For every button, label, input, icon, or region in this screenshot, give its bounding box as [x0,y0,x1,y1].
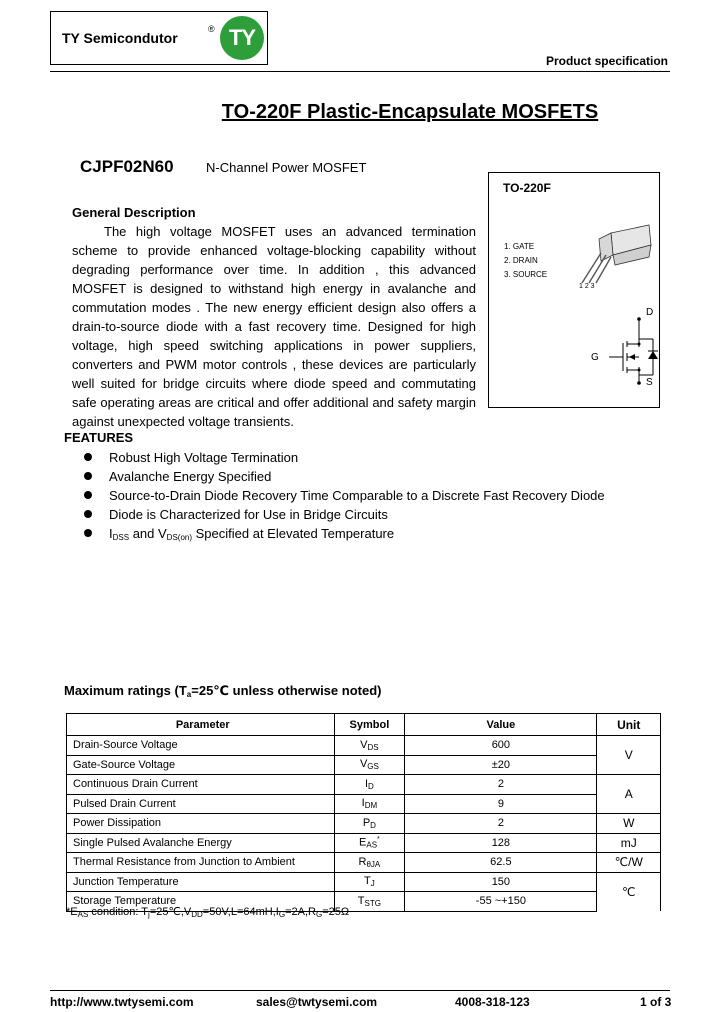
table-row: Continuous Drain Current $I_D$ 2 A [67,775,661,795]
bullet-icon [84,472,92,480]
part-subtitle: N-Channel Power MOSFET [206,160,367,175]
general-description-heading: General Description [72,205,196,220]
source-symbol-label: S [646,377,653,388]
table-row: Drain-Source Voltage $V_{DS}$ 600 V [67,736,661,756]
header-parameter: Parameter [67,714,335,736]
unit-voltage: V [597,736,661,775]
drain-symbol-label: D [646,307,654,318]
table-row: Junction Temperature $T_J$ 150 ℃ [67,872,661,892]
ty-logo-icon: TY [220,16,264,60]
unit-temperature: ℃ [597,872,661,911]
registered-mark: ® [208,24,215,34]
footer-email-link[interactable]: sales@twtysemi.com [256,995,378,1009]
package-box [488,172,660,408]
ratings-table [66,713,661,912]
pin-label-source: 3. SOURCE [504,270,548,279]
table-row: Single Pulsed Avalanche Energy $E_{AS}^*$ 128 mJ [67,833,661,853]
table-row: Power Dissipation $P_D$ 2 W [67,814,661,834]
unit-current: A [597,775,661,814]
list-item: Robust High Voltage Termination [84,448,605,467]
footnote: $*E_{AS}$ condition: $T_j=25℃,V_{DD}=50V,L=64mH,I_G=2A,R_G=25\Omega$ [66,906,350,919]
gate-symbol-label: G [591,352,599,363]
bullet-icon [84,529,92,537]
list-item: Source-to-Drain Diode Recovery Time Comparable to a Discrete Fast Recovery Diode [84,486,605,505]
list-item: $I_{DSS}$ and $V_{DS(on)}$ Specified at Elevated Temperature [84,524,605,543]
pin-label-gate: 1. GATE [504,242,535,251]
pin-numbers: 1 2 3 [579,283,595,290]
brand-box [50,11,268,65]
footer-phone: 4008-318-123 [455,995,530,1009]
bullet-icon [84,491,92,499]
list-item: Avalanche Energy Specified [84,467,605,486]
document-title: TO-220F Plastic-Encapsulate MOSFETS [221,101,599,123]
general-description-text: The high voltage MOSFET uses an advanced termination scheme to provide enhanced voltage-blocking capability without degrading performance over time. In addition , this advanced MOSFET is designed to withstand high energy in avalanche and commutation modes . The new energy efficient design also offers a drain-to-source diode with a fast recovery time. Designed for high voltage, high speed switching applications in power suppliers, converters and PWM motor controls , these devices are particularly well suited for bridge circuits where diode speed and commutating safe operating areas are critical and offer additional and safety margin against unexpected voltage transients. [72,224,476,429]
footer-divider [50,990,670,991]
header-value: Value [405,714,597,736]
table-row: Pulsed Drain Current $I_{DM}$ 9 [67,794,661,814]
bullet-icon [84,510,92,518]
table-row: Thermal Resistance from Junction to Ambient $R_{\theta JA}$ 62.5 ℃/W [67,853,661,873]
package-title: TO-220F [503,181,551,195]
unit-energy: mJ [597,833,661,853]
header-unit: Unit [597,714,661,736]
header-divider [50,71,670,72]
brand-name: TY Semicondutor [62,30,178,46]
table-row: Gate-Source Voltage $V_{GS}$ ±20 [67,755,661,775]
list-item: Diode is Characterized for Use in Bridge Circuits [84,505,605,524]
ratings-heading: Maximum ratings ($T_a=25℃$ unless otherwise noted) [64,683,382,699]
bullet-icon [84,453,92,461]
unit-power: W [597,814,661,834]
features-heading: FEATURES [64,430,134,445]
unit-thermal: ℃/W [597,853,661,873]
product-spec-label: Product specification [545,54,668,68]
feature-list [84,448,605,543]
package-drawing-icon [489,173,661,409]
footer-website-link[interactable]: http://www.twtysemi.com [50,995,194,1009]
table-row: Storage Temperature $T_{STG}$ -55 ~+150 [67,892,661,912]
pin-label-drain: 2. DRAIN [504,256,538,265]
page-number: 1 of 3 [640,995,672,1009]
header-symbol: Symbol [334,714,405,736]
part-number: CJPF02N60 [80,157,174,176]
